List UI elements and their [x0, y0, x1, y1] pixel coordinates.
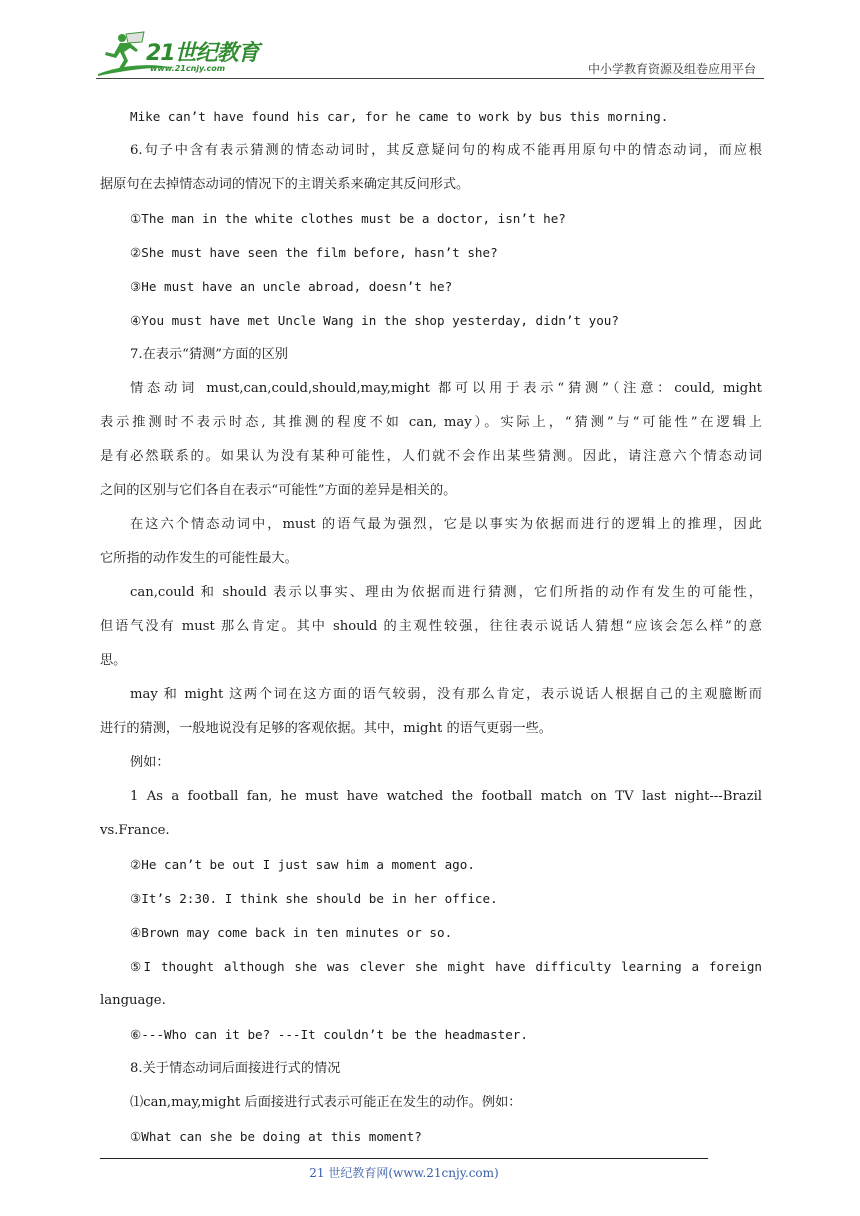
- text-line: may 和 might 这两个词在这方面的语气较弱，没有那么肯定，表示说话人根据自己的主观臆断而: [130, 687, 762, 702]
- text-line: language.: [100, 993, 166, 1008]
- example-sentence: ①What can she be doing at this moment?: [130, 1129, 422, 1144]
- example-sentence: 1 As a football fan, he must have watched the football match on TV last night---Brazil: [130, 789, 762, 804]
- text-line: 情态动词 must,can,could,should,may,might 都可以用于表示“猜测”（注意：could, might: [130, 381, 762, 396]
- example-sentence: ⑤I thought although she was clever she might have difficulty learning a foreign: [130, 959, 762, 974]
- logo-url: www.21cnjy.com: [150, 64, 226, 73]
- logo-text: 21世纪教育: [146, 41, 259, 66]
- footer-divider: [100, 1158, 708, 1159]
- text-line: 在这六个情态动词中，must 的语气最为强烈，它是以事实为依据而进行的逻辑上的推理，因此: [130, 517, 762, 532]
- section-heading: 8.关于情态动词后面接进行式的情况: [130, 1061, 341, 1076]
- header-divider: [96, 78, 764, 79]
- example-sentence: ④Brown may come back in ten minutes or so.: [130, 925, 453, 940]
- example-sentence: ④You must have met Uncle Wang in the shop yesterday, didn’t you?: [130, 313, 619, 328]
- example-sentence: ②She must have seen the film before, hasn’t she?: [130, 245, 498, 260]
- document-body: [100, 100, 762, 1154]
- logo: [96, 30, 266, 78]
- example-sentence: ③It’s 2:30. I think she should be in her office.: [130, 891, 498, 906]
- text-line: 之间的区别与它们各自在表示“可能性”方面的差异是相关的。: [100, 483, 457, 498]
- example-sentence: ②He can’t be out I just saw him a moment ago.: [130, 857, 475, 872]
- text-line: ⑴can,may,might 后面接进行式表示可能正在发生的动作。例如：: [130, 1095, 522, 1110]
- text-line: 据原句在去掉情态动词的情况下的主谓关系来确定其反问形式。: [100, 177, 470, 192]
- example-sentence: ①The man in the white clothes must be a doctor, isn’t he?: [130, 211, 566, 226]
- text-line: Mike can’t have found his car, for he came to work by bus this morning.: [130, 109, 669, 124]
- text-line: 思。: [100, 653, 127, 668]
- section-heading: 7.在表示“猜测”方面的区别: [130, 347, 288, 362]
- text-line: 进行的猜测，一般地说没有足够的客观依据。其中，might 的语气更弱一些。: [100, 721, 552, 736]
- text-line: 是有必然联系的。如果认为没有某种可能性，人们就不会作出某些猜测。因此，请注意六个情态动词: [100, 449, 762, 464]
- section-heading: 6.句子中含有表示猜测的情态动词时，其反意疑问句的构成不能再用原句中的情态动词，而应根: [130, 143, 762, 158]
- example-sentence: ⑥---Who can it be? ---It couldn’t be the headmaster.: [130, 1027, 528, 1042]
- example-sentence: ③He must have an uncle abroad, doesn’t he?: [130, 279, 453, 294]
- text-line: 它所指的动作发生的可能性最大。: [100, 551, 298, 566]
- text-line: 表示推测时不表示时态, 其推测的程度不如 can, may）。实际上，“猜测”与“可能性”在逻辑上: [100, 415, 762, 430]
- page-header: [96, 30, 764, 78]
- text-line: 但语气没有 must 那么肯定。其中 should 的主观性较强，往往表示说话人猜想“应该会怎么样”的意: [100, 619, 762, 634]
- text-line: vs.France.: [100, 823, 170, 838]
- footer-link[interactable]: 21 世纪教育网(www.21cnjy.com): [309, 1166, 499, 1180]
- text-line: 例如：: [130, 755, 170, 770]
- text-line: can,could 和 should 表示以事实、理由为依据而进行猜测，它们所指的动作有发生的可能性，: [130, 585, 762, 600]
- platform-name: 中小学教育资源及组卷应用平台: [587, 62, 756, 76]
